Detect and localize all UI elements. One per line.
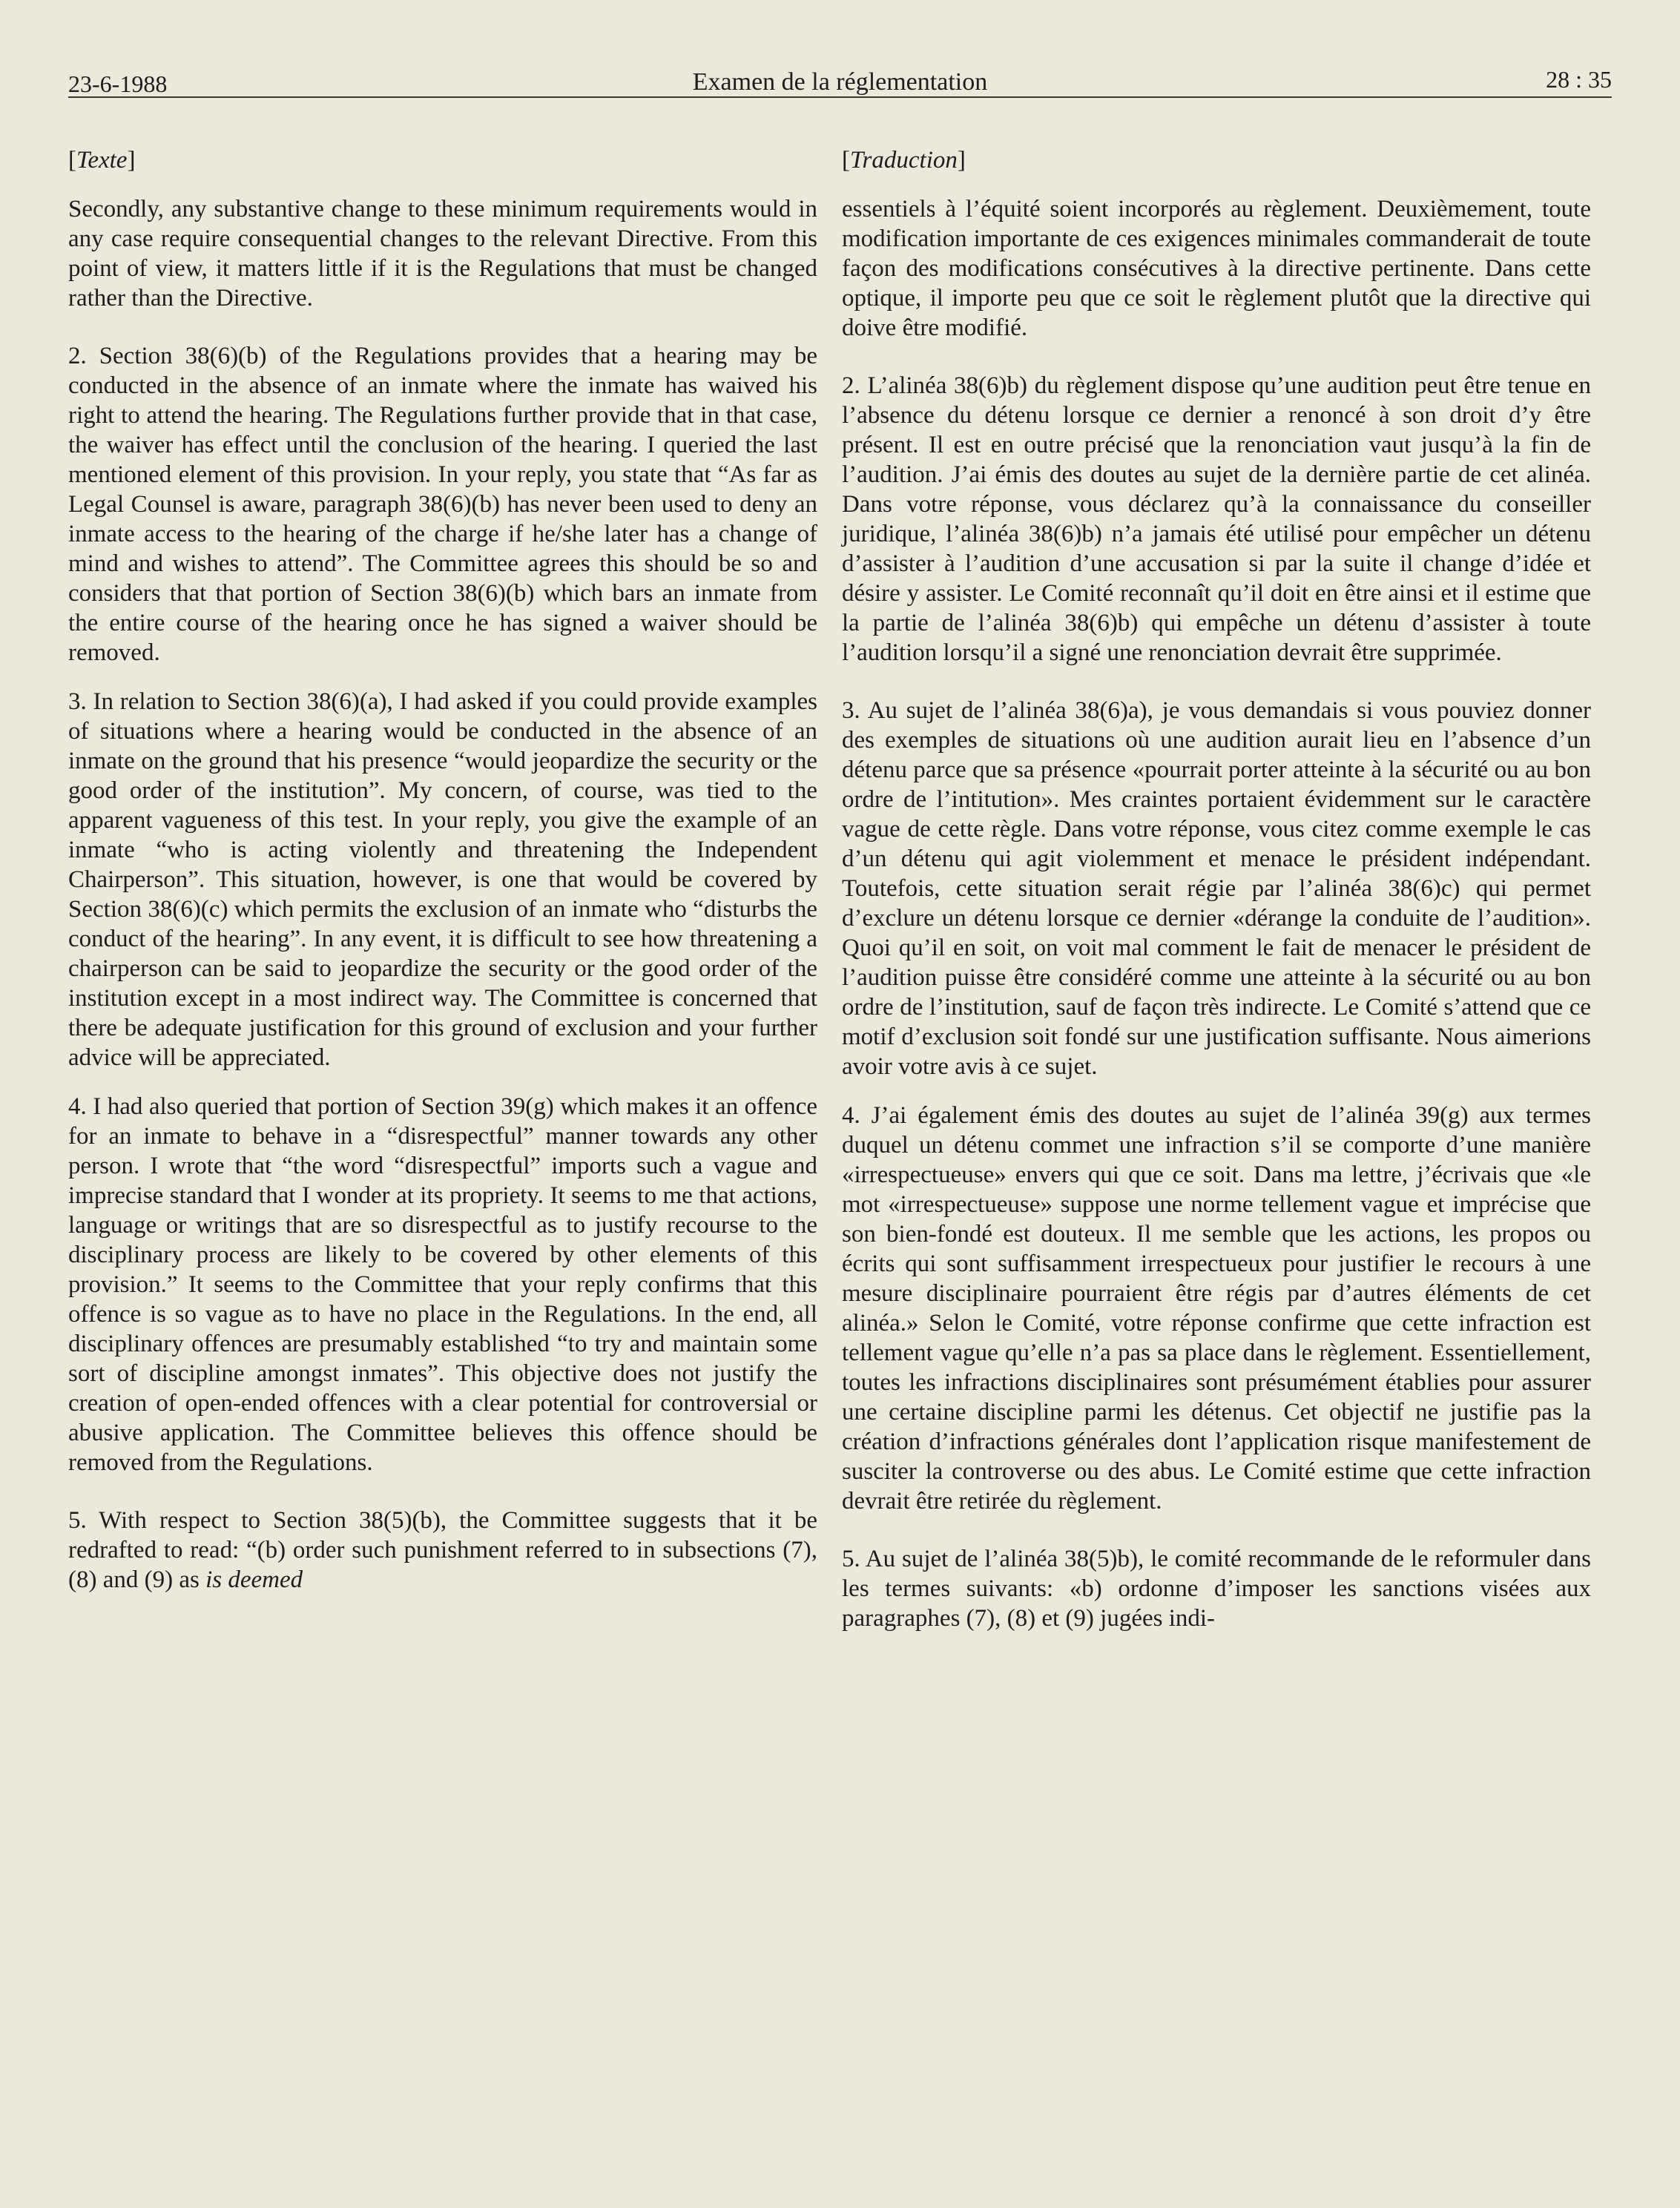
french-paragraph-3: 3. Au sujet de l’alinéa 38(6)a), je vous demandais si vous pouviez donner des exemples de situations où une audition aurait lieu en l’absence d’un détenu parce que sa présence «pourrait porter atteinte à la sécurité ou au bon ordre de l’intitution». Mes craintes portaient évidemment sur le caractère vague de cette règle. Dans votre réponse, vous citez comme exemple le cas d’un détenu qui agit violemment et menace le président indépendant. Toutefois, cette situation serait régie par l’alinéa 38(6)c) qui permet d’exclure un détenu lorsque ce dernier «dérange la conduite de l’audition». Quoi qu’il en soit, on voit mal comment le fait de menacer le président de l’audition puisse être considéré comme une atteinte à la sécurité ou au bon ordre de l’institution, sauf de façon très indirecte. Le Comité s’attend que ce motif d’exclusion soit fondé sur une justification suffisante. Nous aimerions avoir votre avis à ce sujet. [842, 697, 1591, 1080]
english-column [68, 145, 817, 1614]
english-paragraph-2: 2. Section 38(6)(b) of the Regulations provides that a hearing may be conducted in the absence of an inmate where the inmate has waived his right to attend the hearing. The Regulations further provide that in that case, the waiver has effect until the conclusion of the hearing. I queried the last mentioned element of this provision. In your reply, you state that “As far as Legal Counsel is aware, paragraph 38(6)(b) has never been used to deny an inmate access to the hearing of the charge if he/she later has a change of mind and wishes to attend”. The Committee agrees this should be so and considers that that portion of Section 38(6)(b) which bars an inmate from the entire course of the hearing once he has signed a waiver should be removed. [68, 343, 817, 666]
english-paragraph-5: 5. With respect to Section 38(5)(b), the Committee suggests that it be redrafted to read: “(b) order such punishment referred to in subsections (7), (8) and (9) as is deemed [68, 1507, 817, 1593]
french-paragraph-2: 2. L’alinéa 38(6)b) du règlement dispose qu’une audition peut être tenue en l’absence du détenu lorsque ce dernier a renoncé à son droit d’y être présent. Il est en outre précisé que la renonciation vaut jusqu’à la fin de l’audition. J’ai émis des doutes au sujet de la dernière partie de cet alinéa. Dans votre réponse, vous déclarez qu’à la connaissance du conseiller juridique, l’alinéa 38(6)b) n’a jamais été utilisé pour empêcher un détenu d’assister à l’audition d’une accusation si par la suite il change d’idée et désire y assister. Le Comité reconnaît qu’il doit en être ainsi et il estime que la partie de l’alinéa 38(6)b) qui empêche un détenu d’assister à toute l’audition lorsqu’il a signé une renonciation devrait être supprimée. [842, 372, 1591, 666]
header-page-number: 28 : 35 [1546, 66, 1612, 93]
translation-label: [Traduction] [842, 147, 966, 174]
english-paragraph-3: 3. In relation to Section 38(6)(a), I had asked if you could provide examples of situations where a hearing would be conducted in the absence of an inmate on the ground that his presence “would jeopardize the security or the good order of the institution”. My concern, of course, was tied to the apparent vagueness of this test. In your reply, you give the example of an inmate “who is acting violently and threatening the Independent Chairperson”. This situation, however, is one that would be covered by Section 38(6)(c) which permits the exclusion of an inmate who “disturbs the conduct of the hearing”. In any event, it is difficult to see how threatening a chairperson can be said to jeopardize the security or the good order of the institution except in a most indirect way. The Committee is concerned that there be adequate justification for this ground of exclusion and your further advice will be appreciated. [68, 688, 817, 1071]
text-label: [Texte] [68, 147, 136, 174]
header-title: Examen de la réglementation [692, 68, 988, 96]
header-date: 23-6-1988 [68, 70, 168, 97]
english-paragraph-4: 4. I had also queried that portion of Section 39(g) which makes it an offence for an inmate to behave in a “disrespectful” manner towards any other person. I wrote that “the word “disrespectful” imports such a vague and imprecise standard that I wonder at its propriety. It seems to me that actions, language or writings that are so disrespectful as to justify recourse to the disciplinary process are likely to be covered by other elements of this provision.” It seems to the Committee that your reply confirms that this offence is so vague as to have no place in the Regulations. In the end, all disciplinary offences are presumably established “to try and maintain some sort of discipline amongst inmates”. This objective does not justify the creation of open-ended offences with a clear potential for controversial or abusive application. The Committee believes this offence should be removed from the Regulations. [68, 1093, 817, 1476]
french-paragraph-4: 4. J’ai également émis des doutes au sujet de l’alinéa 39(g) aux termes duquel un détenu commet une infraction s’il se comporte d’une manière «irrespectueuse» envers qui que ce soit. Dans ma lettre, j’écrivais que «le mot «irrespectueuse» suppose une norme tellement vague et imprécise que son bien-fondé est douteux. Il me semble que les actions, les propos ou écrits qui sont suffisamment irrespectueux pour justifier le recours à une mesure disciplinaire pourraient être régis par d’autres éléments de cet alinéa.» Selon le Comité, votre réponse confirme que cette infraction est tellement vague qu’elle n’a pas sa place dans le règlement. Essentiellement, toutes les infractions disciplinaires sont présumément établies pour assurer une certaine discipline parmi les détenus. Cet objectif ne justifie pas la création d’infractions générales dont l’application risque manifestement de susciter la controverse ou des abus. Le Comité estime que cette infraction devrait être retirée du règlement. [842, 1102, 1591, 1515]
english-paragraph-1: Secondly, any substantive change to these minimum requirements would in any case require consequential changes to the relevant Directive. From this point of view, it matters little if it is the Regulations that must be changed rather than the Directive. [68, 196, 817, 312]
french-column [842, 145, 1591, 1652]
french-paragraph-5: 5. Au sujet de l’alinéa 38(5)b), le comité recommande de le reformuler dans les termes suivants: «b) ordonne d’imposer les sanctions visées aux paragraphes (7), (8) et (9) jugées indi- [842, 1546, 1591, 1632]
french-paragraph-1: essentiels à l’équité soient incorporés au règlement. Deuxièmement, toute modification importante de ces exigences minimales commanderait de toute façon des modifications consécutives à la directive pertinente. Dans cette optique, il importe peu que ce soit le règlement plutôt que la directive qui doive être modifié. [842, 196, 1591, 341]
header-rule [68, 96, 1612, 98]
